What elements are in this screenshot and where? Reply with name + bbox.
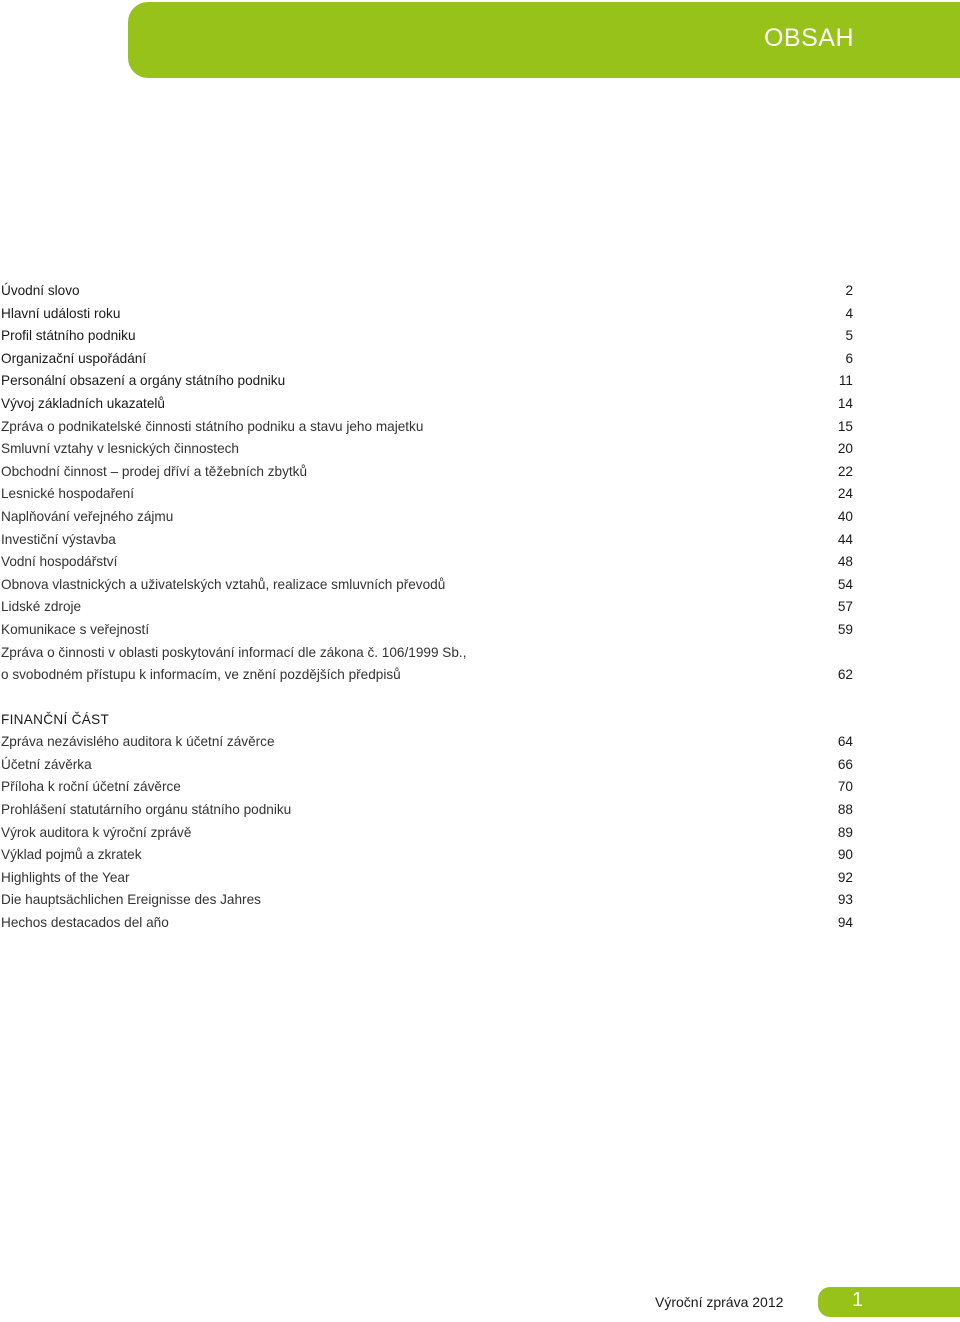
toc-entry-title: Zpráva o podnikatelské činnosti státního podniku a stavu jeho majetku	[1, 418, 424, 434]
toc-entry-page: 89	[837, 824, 853, 840]
toc-entry-page: 6	[845, 350, 853, 366]
toc-entry[interactable]	[1, 393, 853, 416]
toc-entry-page: 22	[837, 463, 853, 479]
toc-entry[interactable]	[1, 754, 853, 777]
toc-entry[interactable]	[1, 348, 853, 371]
toc-entry-page: 14	[837, 395, 853, 411]
toc-entry-page: 66	[837, 756, 853, 772]
toc-entry-title: Profil státního podniku	[1, 328, 136, 344]
table-of-contents	[1, 280, 853, 935]
toc-entry[interactable]	[1, 303, 853, 326]
toc-entry[interactable]	[1, 416, 853, 439]
toc-entry[interactable]	[1, 280, 853, 303]
toc-entry[interactable]	[1, 844, 853, 867]
toc-entry-page: 15	[837, 418, 853, 434]
toc-entry-title: Prohlášení statutárního orgánu státního podniku	[1, 802, 292, 818]
toc-entry-title: Hlavní události roku	[1, 305, 121, 321]
toc-entry-page: 48	[837, 554, 853, 570]
toc-entry-page: 88	[837, 802, 853, 818]
header-banner	[128, 2, 960, 78]
toc-entry-title: Příloha k roční účetní závěrce	[1, 779, 181, 795]
toc-entry-title: Hechos destacados del año	[1, 915, 169, 931]
toc-entry-title: Smluvní vztahy v lesnických činnostech	[1, 441, 239, 457]
toc-entry-multiline[interactable]	[1, 642, 853, 687]
toc-entry-line1: Zpráva o činnosti v oblasti poskytování informací dle zákona č. 106/1999 Sb.,	[1, 644, 467, 660]
toc-entry-title: Personální obsazení a orgány státního podniku	[1, 373, 286, 389]
toc-entry[interactable]	[1, 912, 853, 935]
toc-entry-title: Obchodní činnost – prodej dříví a těžebních zbytků	[1, 463, 308, 479]
section-heading-financial: FINANČNÍ ČÁST	[1, 711, 110, 727]
toc-entry-page: 2	[845, 283, 853, 298]
toc-entry-title: Výrok auditora k výroční zprávě	[1, 824, 192, 840]
toc-entry-page: 4	[845, 305, 853, 321]
toc-entry-title: Obnova vlastnických a uživatelských vztahů, realizace smluvních převodů	[1, 576, 446, 592]
toc-entry-title: Vývoj základních ukazatelů	[1, 395, 165, 411]
toc-entry[interactable]	[1, 551, 853, 574]
toc-entry-page: 64	[837, 734, 853, 750]
toc-entry-title: Investiční výstavba	[1, 531, 116, 547]
toc-entry[interactable]	[1, 529, 853, 552]
toc-entry-page: 93	[837, 892, 853, 908]
toc-entry-page: 5	[845, 328, 853, 344]
toc-entry[interactable]	[1, 619, 853, 642]
toc-entry[interactable]	[1, 596, 853, 619]
toc-entry[interactable]	[1, 506, 853, 529]
toc-entry-title: Komunikace s veřejností	[1, 621, 150, 637]
toc-entry-page: 62	[837, 667, 853, 683]
toc-entry-page: 70	[837, 779, 853, 795]
toc-entry-page: 59	[837, 621, 853, 637]
toc-entry-title	[1, 642, 466, 687]
toc-entry-title: Výklad pojmů a zkratek	[1, 847, 142, 863]
toc-entry-page: 40	[837, 508, 853, 524]
toc-entry[interactable]	[1, 461, 853, 484]
toc-entry-title: Lesnické hospodaření	[1, 486, 135, 502]
toc-entry[interactable]	[1, 776, 853, 799]
toc-entry[interactable]	[1, 574, 853, 597]
toc-entry[interactable]	[1, 889, 853, 912]
toc-entry[interactable]	[1, 731, 853, 754]
toc-entry-page: 57	[837, 599, 853, 615]
toc-entry-page: 94	[837, 915, 853, 931]
footer-page-tab	[818, 1287, 960, 1317]
toc-entry-title: Zpráva nezávislého auditora k účetní závěrce	[1, 734, 275, 750]
toc-entry-page: 54	[837, 576, 853, 592]
toc-entry[interactable]	[1, 325, 853, 348]
toc-entry-title: Die hauptsächlichen Ereignisse des Jahres	[1, 892, 261, 908]
toc-entry[interactable]	[1, 822, 853, 845]
toc-entry-title: Vodní hospodářství	[1, 554, 118, 570]
toc-entry-title: Lidské zdroje	[1, 599, 82, 615]
toc-entry-page: 24	[837, 486, 853, 502]
toc-entry-page: 44	[837, 531, 853, 547]
toc-entry[interactable]	[1, 438, 853, 461]
toc-entry-title: Naplňování veřejného zájmu	[1, 508, 174, 524]
toc-entry[interactable]	[1, 483, 853, 506]
toc-entry-page: 90	[837, 847, 853, 863]
toc-entry-page: 20	[837, 441, 853, 457]
toc-entry-page: 11	[838, 373, 853, 389]
footer-label: Výroční zpráva 2012	[655, 1294, 784, 1310]
toc-entry-title: Úvodní slovo	[1, 283, 80, 298]
toc-entry-page: 92	[837, 869, 853, 885]
toc-entry-title: Organizační uspořádání	[1, 350, 147, 366]
toc-entry-title: Highlights of the Year	[1, 869, 130, 885]
toc-entry[interactable]	[1, 867, 853, 890]
page-title: OBSAH	[763, 24, 854, 52]
toc-entry[interactable]	[1, 799, 853, 822]
toc-entry-line2: o svobodném přístupu k informacím, ve znění pozdějších předpisů	[1, 667, 401, 683]
toc-entry-title: Účetní závěrka	[1, 756, 92, 772]
toc-entry[interactable]	[1, 370, 853, 393]
page-number: 1	[852, 1289, 864, 1311]
